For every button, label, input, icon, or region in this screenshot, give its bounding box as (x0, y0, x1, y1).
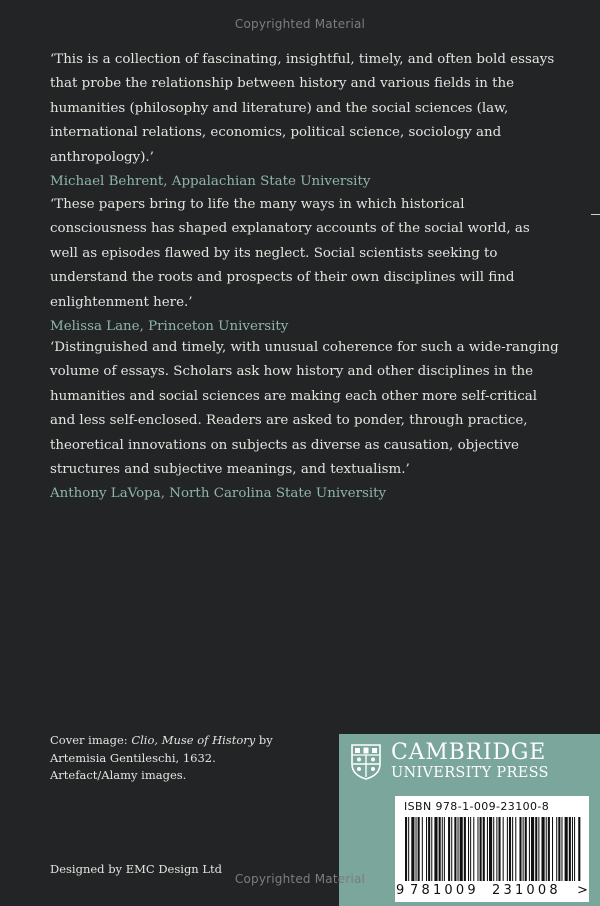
cover-credit-line-3: Artefact/Alamy images. (50, 768, 187, 782)
review-2 (50, 193, 560, 339)
barcode-left-digits: 781009 (410, 883, 479, 898)
cover-image-credit (50, 732, 280, 785)
barcode-right-digits: 231008 (492, 883, 561, 898)
review-quote: ‘These papers bring to life the many ways in which historical consciousness has shaped explanatory accounts of the social world, as well as episodes flawed by its neglect. Social scientists seeking to understand the roots and prospects of their own disciplines will find enlightenment here.’ (50, 197, 530, 310)
review-1 (50, 48, 560, 194)
review-3 (50, 336, 560, 507)
edge-tick-mark (591, 214, 600, 215)
publisher-subtitle: UNIVERSITY PRESS (391, 765, 549, 781)
cover-credit-title: Clio, Muse of History (131, 733, 256, 747)
barcode-first-digit: 9 (396, 883, 405, 898)
cover-credit-line-1 (50, 732, 280, 750)
review-quote: ‘This is a collection of fascinating, insightful, timely, and often bold essays that probe the relationship between history and various fields in the humanities (philosophy and literature) and the social sciences (law, international relations, economics, political science, sociology and anthropology).’ (50, 52, 555, 165)
cover-credit-prefix: Cover image: (50, 733, 132, 747)
review-quote: ‘Distinguished and timely, with unusual coherence for such a wide-ranging volume of essays. Scholars ask how history and other disciplines in the humanities and social sciences are making each other more self-critical and less self-enclosed. Readers are asked to ponder, through practice, theoretical innovations on subjects as diverse as causation, objective structures and subjective meanings, and textualism.’ (50, 340, 559, 478)
review-attribution: Anthony LaVopa, North Carolina State University (50, 486, 387, 502)
cover-credit-suffix: by (255, 733, 273, 747)
isbn-barcode (395, 796, 589, 902)
watermark-bottom: Copyrighted Material (234, 872, 366, 886)
barcode-end-mark: > (577, 883, 588, 898)
watermark-top: Copyrighted Material (234, 17, 366, 31)
cover-credit-line-2: Artemisia Gentileschi, 1632. (50, 750, 216, 765)
cambridge-crest-icon (351, 744, 381, 780)
publisher-name: CAMBRIDGE (391, 740, 547, 765)
review-attribution: Melissa Lane, Princeton University (50, 319, 289, 335)
isbn-label: ISBN 978-1-009-23100-8 (404, 800, 550, 813)
review-attribution: Michael Behrent, Appalachian State University (50, 174, 371, 190)
designer-credit: Designed by EMC Design Ltd (50, 862, 222, 876)
